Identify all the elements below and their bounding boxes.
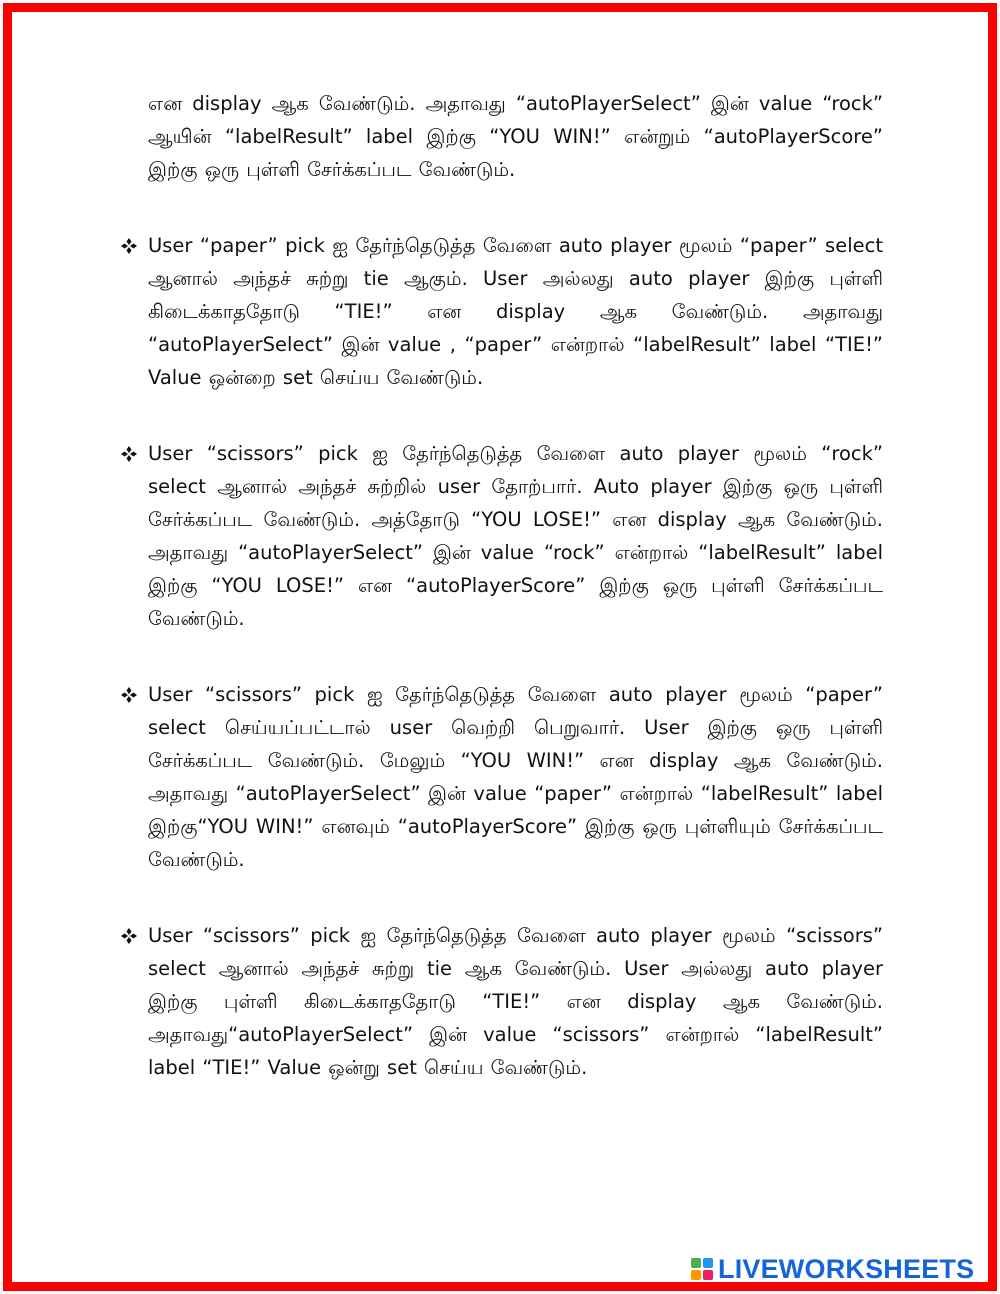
brand-name: LIVEWORKSHEETS [718, 1254, 975, 1284]
liveworksheets-brand[interactable] [690, 1254, 974, 1284]
bullet-paragraph-5 [118, 919, 883, 1084]
paragraph-1 [118, 87, 883, 186]
liveworksheets-logo-icon [690, 1257, 714, 1281]
paragraph-text: என display ஆக வேண்டும். அதாவது “autoPlayerSelect” இன் value “rock” ஆயின் “labelResult” label இற்கு “YOU WIN!” என்றும் “autoPlayerScore” இற்கு ஒரு புள்ளி சேர்க்கப்பட வேண்டும். [148, 92, 883, 181]
four-diamond-bullet-icon [118, 437, 140, 470]
four-diamond-bullet-icon [118, 678, 140, 711]
four-diamond-bullet-icon [118, 919, 140, 952]
four-diamond-bullet-icon [118, 229, 140, 262]
document-body [118, 87, 883, 1127]
bullet-paragraph-2 [118, 229, 883, 394]
bullet-paragraph-3 [118, 437, 883, 635]
bullet-paragraph-4 [118, 678, 883, 876]
paragraph-text: User “paper” pick ஐ தேர்ந்தெடுத்த வேளை auto player மூலம் “paper” select ஆனால் அந்தச் சுற்று tie ஆகும். User அல்லது auto player இற்கு புள்ளி கிடைக்காததோடு “TIE!” என display ஆக வேண்டும். அதாவது “autoPlayerSelect” இன் value , “paper” என்றால் “labelResult” label “TIE!” Value ஒன்றை set செய்ய வேண்டும். [148, 234, 883, 389]
paragraph-text: User “scissors” pick ஐ தேர்ந்தெடுத்த வேளை auto player மூலம் “paper” select செய்யப்பட்டால் user வெற்றி பெறுவார். User இற்கு ஒரு புள்ளி சேர்க்கப்பட வேண்டும். மேலும் “YOU WIN!” என display ஆக வேண்டும். அதாவது “autoPlayerSelect” இன் value “paper” என்றால் “labelResult” label இற்கு“YOU WIN!” எனவும் “autoPlayerScore” இற்கு ஒரு புள்ளியும் சேர்க்கப்பட வேண்டும். [148, 683, 883, 871]
paragraph-text: User “scissors” pick ஐ தேர்ந்தெடுத்த வேளை auto player மூலம் “rock” select ஆனால் அந்தச் சுற்றில் user தோற்பார். Auto player இற்கு ஒரு புள்ளி சேர்க்கப்பட வேண்டும். அத்தோடு “YOU LOSE!” என display ஆக வேண்டும். அதாவது “autoPlayerSelect” இன் value “rock” என்றால் “labelResult” label இற்கு “YOU LOSE!” என “autoPlayerScore” இற்கு ஒரு புள்ளி சேர்க்கப்பட வேண்டும். [148, 442, 883, 630]
paragraph-text: User “scissors” pick ஐ தேர்ந்தெடுத்த வேளை auto player மூலம் “scissors” select ஆனால் அந்தச் சுற்று tie ஆக வேண்டும். User அல்லது auto player இற்கு புள்ளி கிடைக்காததோடு “TIE!” என display ஆக வேண்டும். அதாவது“autoPlayerSelect” இன் value “scissors” என்றால் “labelResult” label “TIE!” Value ஒன்று set செய்ய வேண்டும். [148, 924, 883, 1079]
